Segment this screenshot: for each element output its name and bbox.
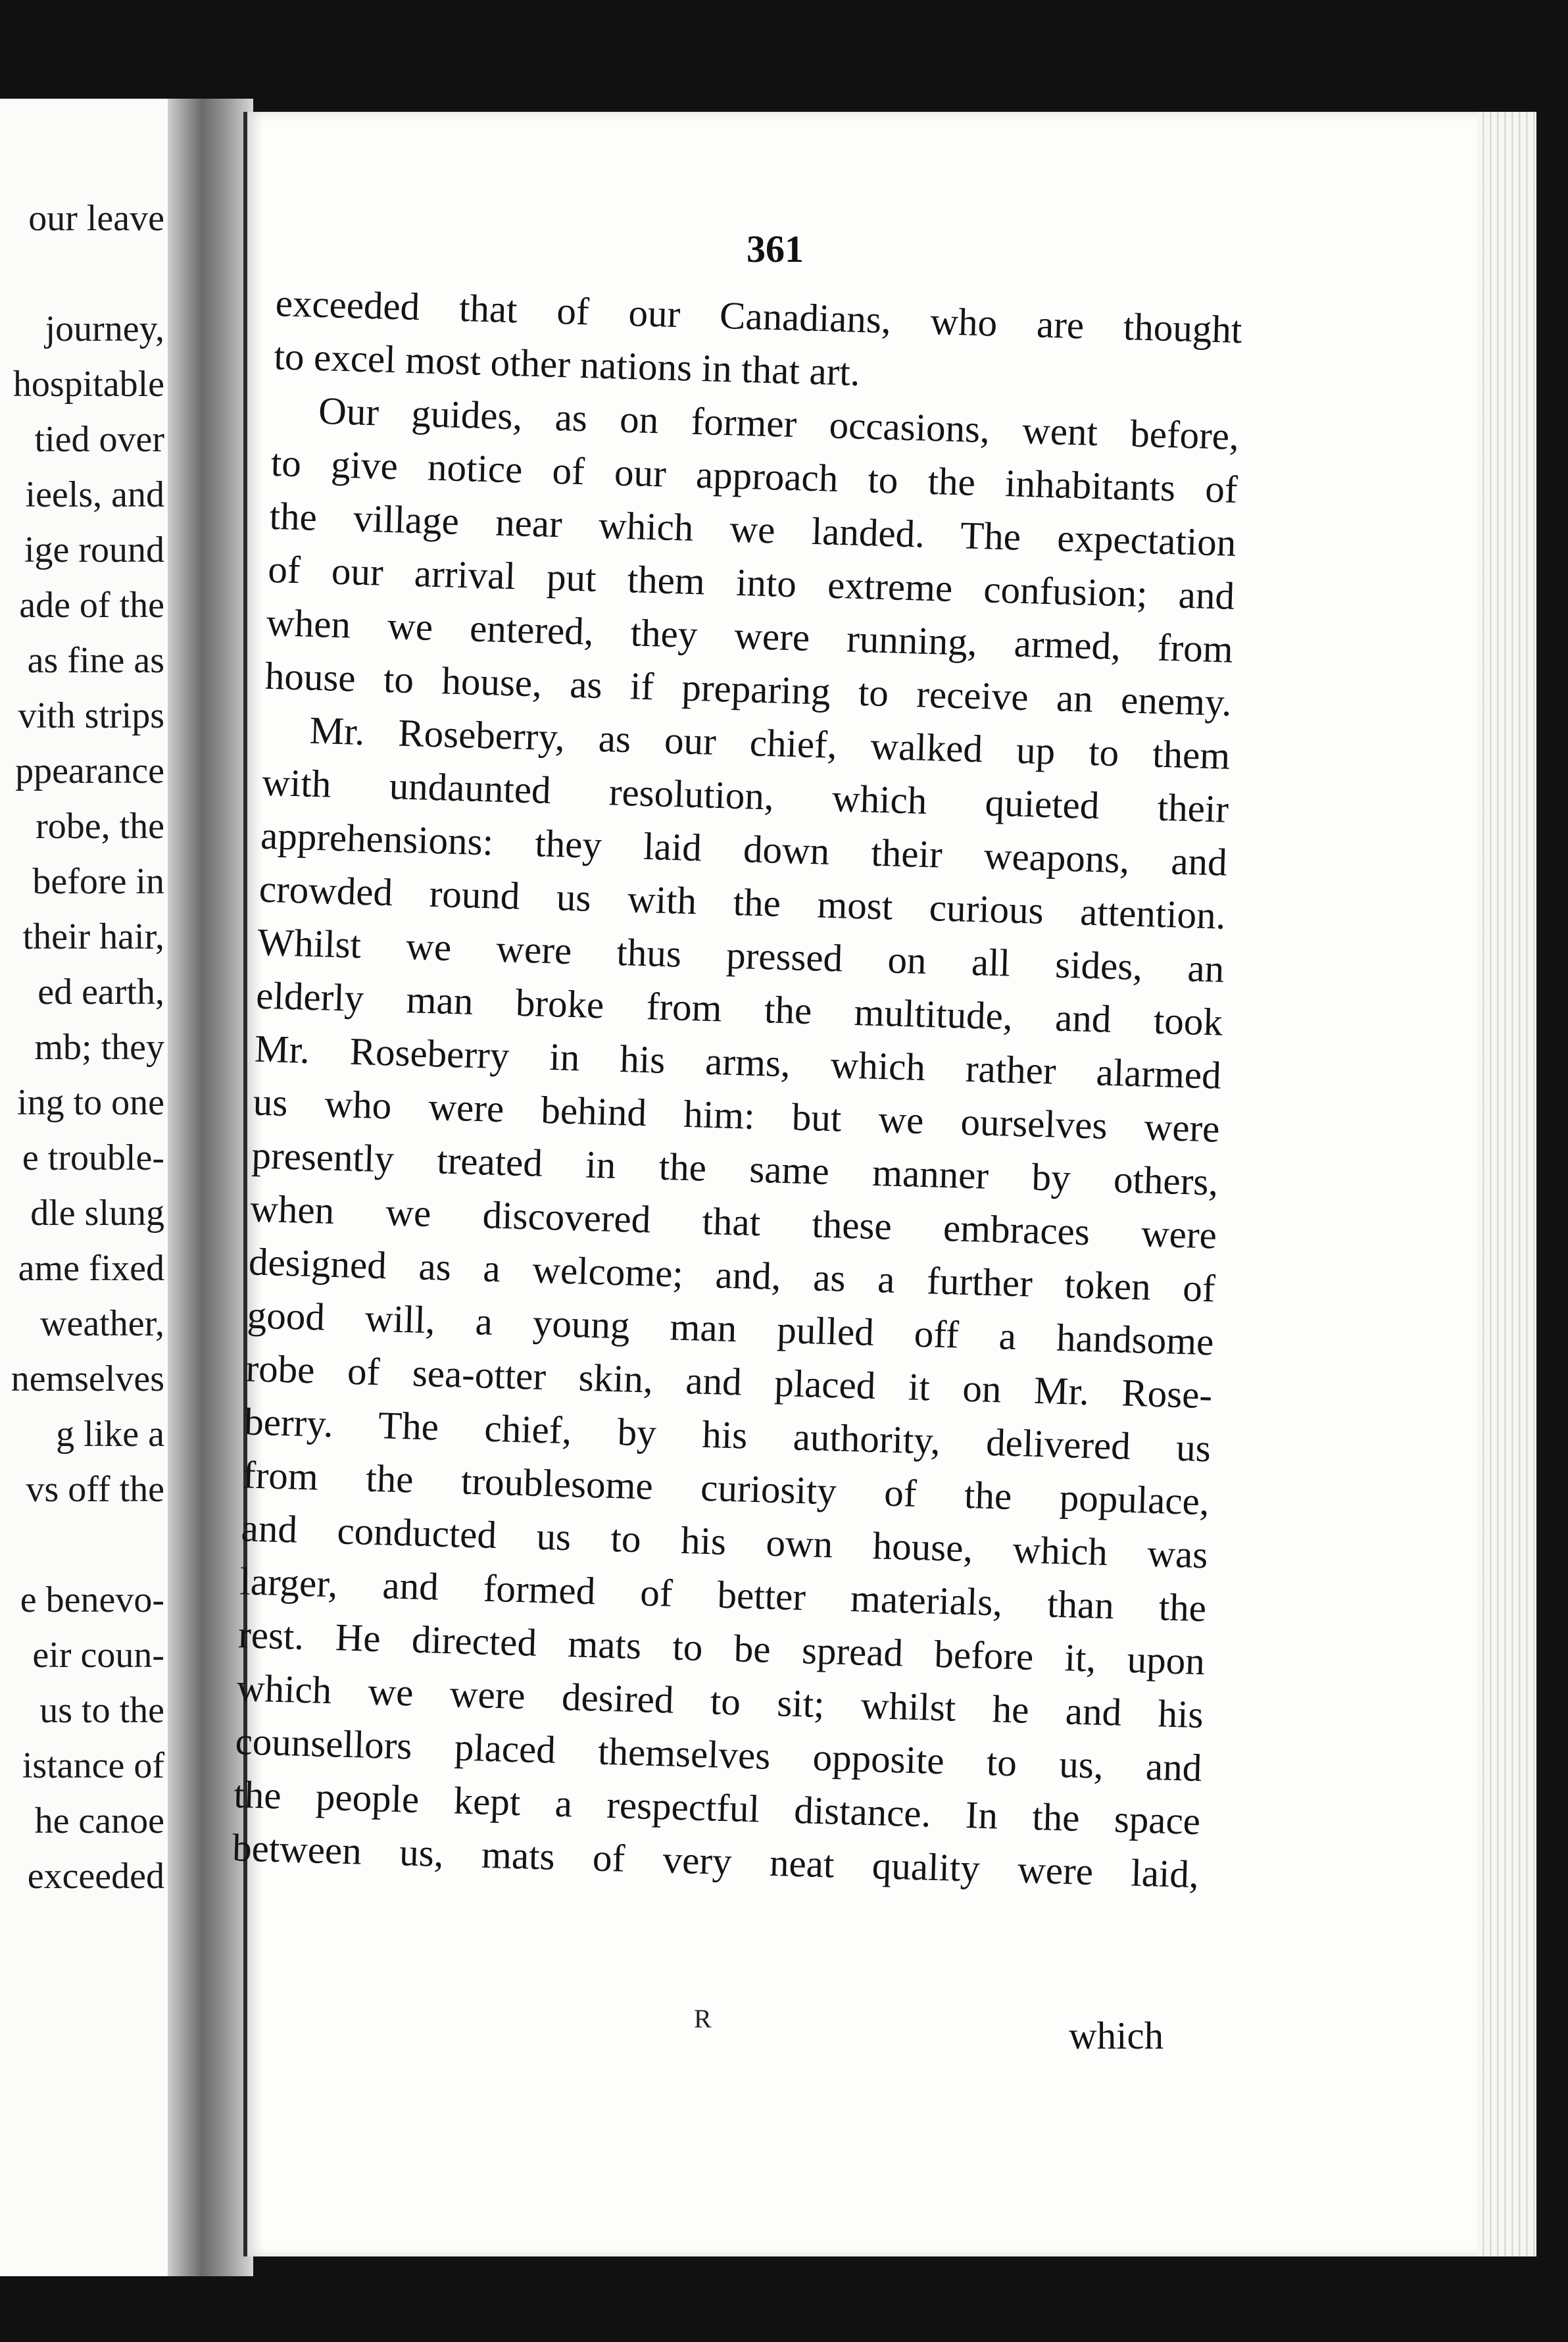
left-text-line: he canoe (34, 1801, 164, 1841)
left-text-line: before in (32, 861, 164, 902)
left-text-line: ieels, and (25, 474, 164, 515)
text-line: elderly man broke from the multitude, and took (255, 973, 1223, 1044)
text-line: counsellors placed themselves opposite to us, and (234, 1719, 1203, 1790)
left-text-line: mb; they (34, 1027, 164, 1068)
left-text-line: ame fixed (18, 1248, 164, 1289)
left-text-line: g like a (56, 1414, 164, 1455)
text-line: and conducted us to his own house, which was (240, 1506, 1209, 1577)
text-line: us who were behind him: but we ourselves were (253, 1080, 1221, 1151)
left-text-line: e trouble- (22, 1137, 164, 1178)
left-text-line: vith strips (18, 695, 164, 736)
left-text-line: weather, (40, 1303, 164, 1344)
text-line: Mr. Roseberry, as our chief, walked up to them (308, 708, 1231, 778)
left-text-line: exceeded (27, 1856, 164, 1897)
text-line: between us, mats of very neat quality were laid, (232, 1826, 1200, 1897)
left-text-line: e benevo- (20, 1580, 164, 1620)
text-line: good will, a young man pulled off a handsome (246, 1293, 1215, 1364)
left-text-line: as fine as (27, 640, 164, 681)
left-text-line: hospitable (12, 364, 164, 405)
text-line: the people kept a respectful distance. In the space (233, 1772, 1201, 1843)
text-line: which we were desired to sit; whilst he and his (236, 1666, 1204, 1737)
text-line: larger, and formed of better materials, than the (239, 1559, 1207, 1630)
left-text-line: istance of (22, 1745, 164, 1786)
gutter-shadow (168, 99, 253, 2276)
left-text-line: nemselves (11, 1358, 164, 1399)
left-text-line: ige round (24, 530, 164, 570)
left-text-line: their hair, (22, 916, 164, 957)
left-text-line: tied over (34, 419, 164, 460)
text-line: when we entered, they were running, armed, from (266, 600, 1234, 671)
text-line: robe of sea-otter skin, and placed it on Mr. Rose- (245, 1346, 1213, 1417)
text-line: Mr. Roseberry in his arms, which rather alarmed (254, 1026, 1222, 1097)
text-line: rest. He directed mats to be spread before it, upon (237, 1612, 1206, 1683)
text-line: exceeded that of our Canadians, who are thought (274, 280, 1243, 352)
text-line: crowded round us with the most curious attention. (258, 866, 1227, 937)
page-edge (1477, 112, 1536, 2256)
left-text-line: ed earth, (37, 972, 164, 1012)
left-page-fragment (0, 99, 191, 2276)
catchword: which (1069, 2014, 1164, 2057)
text-line: of our arrival put them into extreme confusion; and (267, 547, 1235, 618)
left-text-line: dle slung (30, 1193, 164, 1233)
text-line: from the troublesome curiosity of the populace, (242, 1453, 1210, 1524)
left-text-line: vs off the (26, 1469, 164, 1510)
left-text-line: robe, the (36, 806, 164, 847)
signature-mark: R (694, 2004, 712, 2033)
text-line: to give notice of our approach to the inhabitants of (270, 440, 1238, 511)
left-text-line: ade of the (19, 585, 164, 626)
text-line: house to house, as if preparing to receive an enemy. (264, 653, 1233, 724)
text-line: berry. The chief, by his authority, delivered us (243, 1399, 1212, 1470)
left-text-line: ing to one (17, 1082, 164, 1123)
left-text-line: ppearance (15, 751, 164, 791)
text-line: presently treated in the same manner by others, (251, 1133, 1219, 1204)
left-text-line: eir coun- (32, 1635, 164, 1676)
text-line: to excel most other nations in that art. (273, 334, 861, 394)
text-line: when we discovered that these embraces were (249, 1186, 1217, 1257)
text-line: designed as a welcome; and, as a further token of (248, 1239, 1216, 1310)
text-line: Whilst we were thus pressed on all sides, an (257, 920, 1225, 991)
text-line: Our guides, as on former occasions, went before, (318, 388, 1240, 458)
left-text-line: us to the (39, 1690, 164, 1731)
text-line: with undaunted resolution, which quieted their (261, 760, 1229, 831)
text-line: the village near which we landed. The expectation (268, 493, 1237, 564)
text-line: apprehensions: they laid down their weapons, and (260, 813, 1228, 884)
left-text-line: our leave (28, 198, 164, 239)
left-text-line: journey, (45, 309, 164, 349)
page-number: 361 (747, 228, 804, 270)
body-text (232, 276, 1242, 1901)
